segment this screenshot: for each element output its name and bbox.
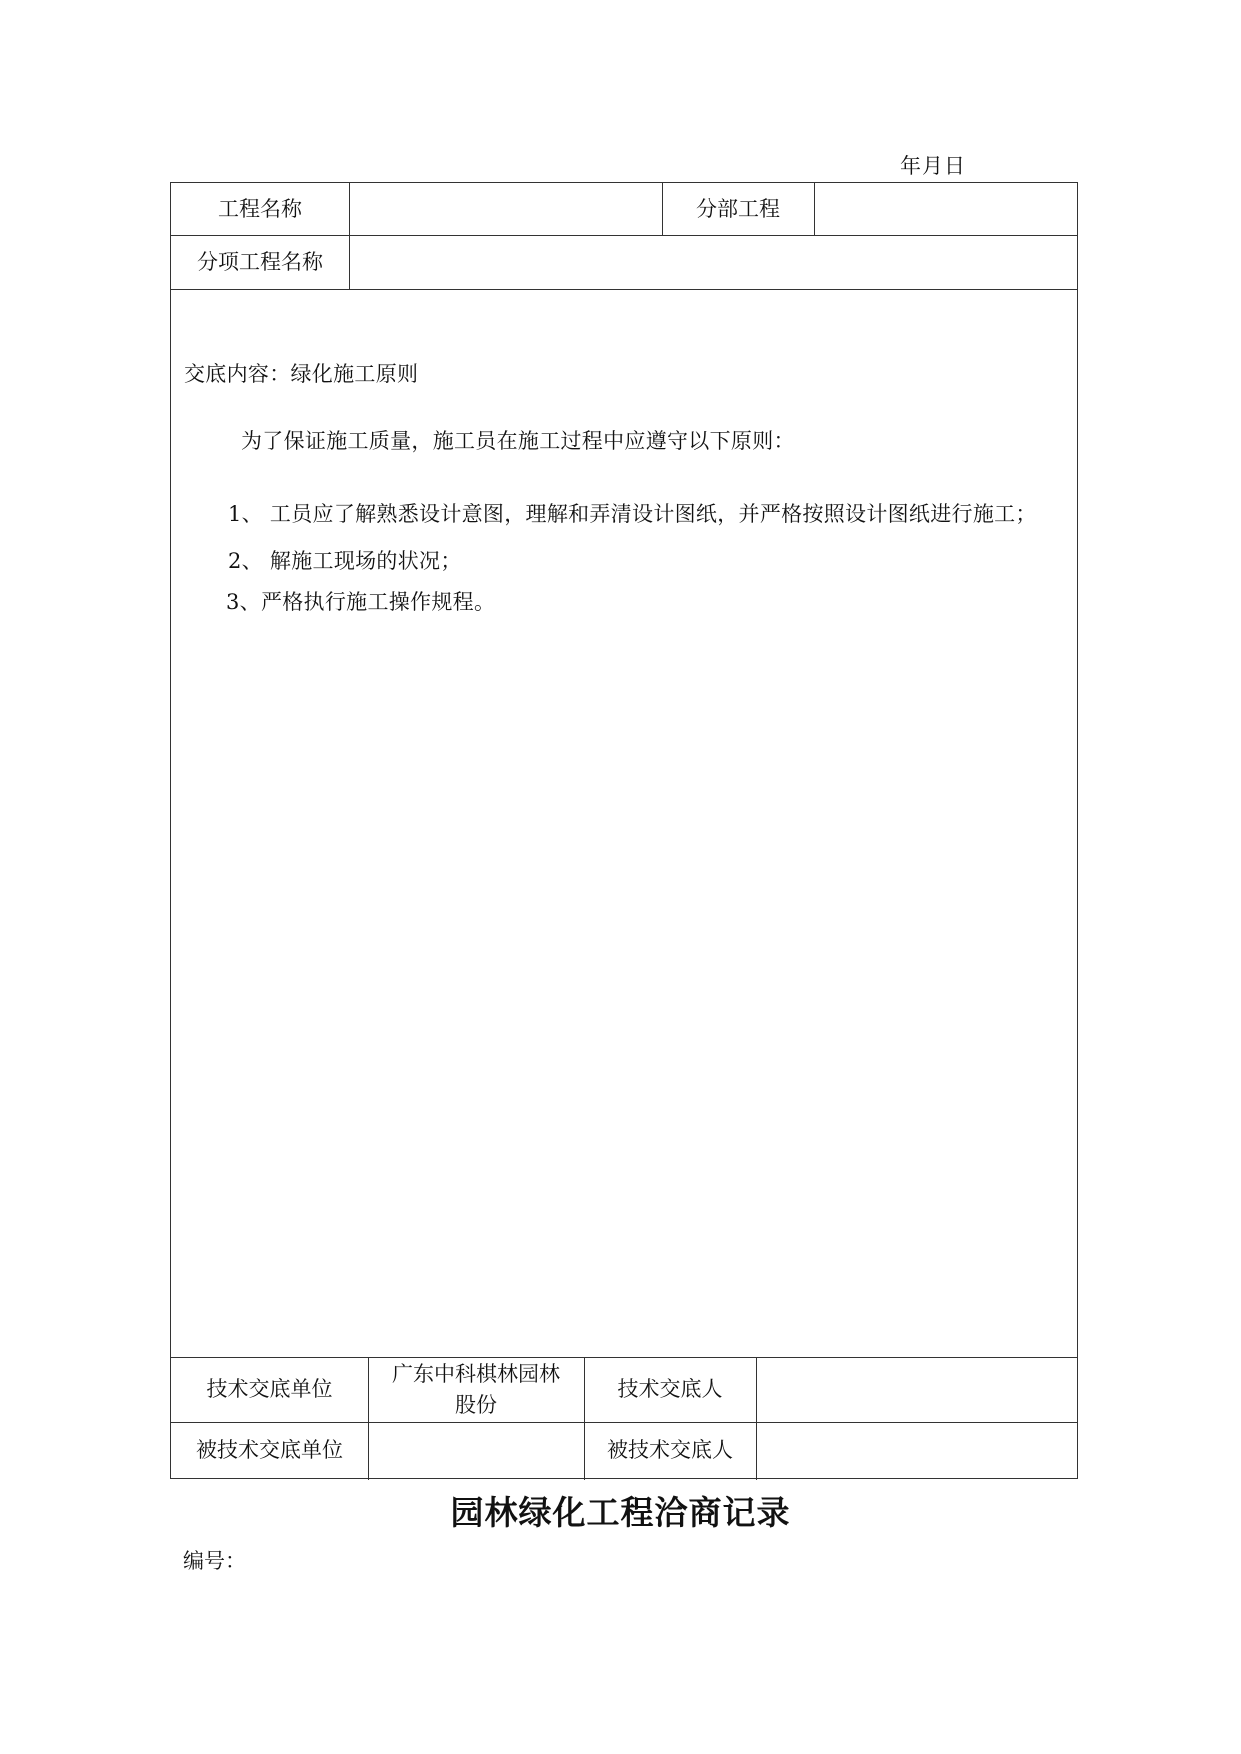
- tech-unit-value: 广东中科棋林园林股份: [392, 1361, 560, 1417]
- recv-person-label: 被技术交底人: [607, 1437, 733, 1462]
- tech-unit-label: 技术交底单位: [206, 1377, 333, 1401]
- content-heading: 交底内容：绿化施工原则: [184, 362, 419, 386]
- item-name-field[interactable]: [349, 235, 1077, 289]
- project-name-label: 工程名称: [218, 196, 302, 221]
- subdivision-field[interactable]: [814, 183, 1077, 235]
- tech-person-label: 技术交底人: [617, 1377, 723, 1401]
- content-item: 1、 工员应了解熟悉设计意图，理解和弄清设计图纸，并严格按照设计图纸进行施工；: [228, 502, 1037, 526]
- serial-number-label: 编号：: [183, 1549, 246, 1573]
- project-name-field[interactable]: [349, 183, 662, 235]
- disclosure-form-table: [170, 182, 1078, 1479]
- date-label: 年月日: [900, 154, 966, 178]
- content-item: 3、严格执行施工操作规程。: [226, 590, 496, 614]
- row-divider: [171, 289, 1077, 290]
- content-item: 2、 解施工现场的状况；: [228, 549, 462, 573]
- record-title: 园林绿化工程洽商记录: [450, 1493, 791, 1532]
- recv-unit-field[interactable]: [368, 1422, 584, 1478]
- item-name-label: 分项工程名称: [197, 249, 323, 274]
- subdivision-label: 分部工程: [696, 196, 780, 221]
- recv-unit-label: 被技术交底单位: [196, 1437, 343, 1462]
- tech-person-field[interactable]: [756, 1357, 1077, 1422]
- recv-person-field[interactable]: [756, 1422, 1077, 1478]
- content-intro: 为了保证施工质量，施工员在施工过程中应遵守以下原则：: [241, 429, 795, 453]
